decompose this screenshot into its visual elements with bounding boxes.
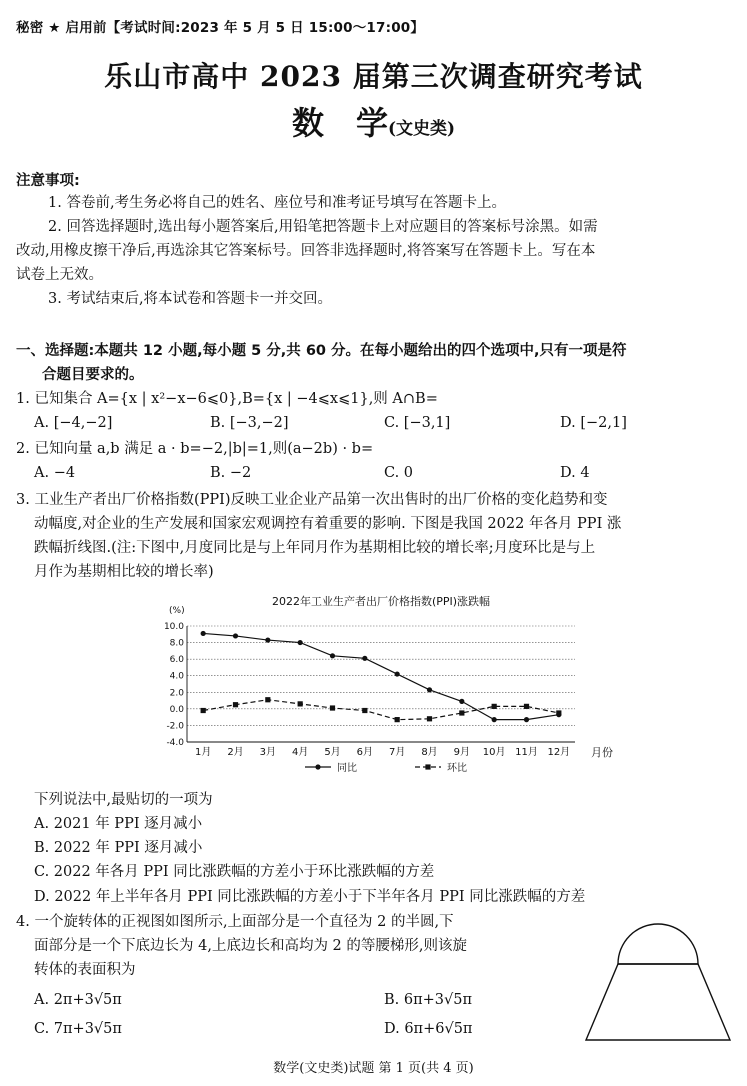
legend-marker-2 bbox=[425, 764, 430, 769]
subject-title bbox=[0, 98, 747, 144]
q3-option-d: D. 2022 年上半年各月 PPI 同比涨跌幅的方差小于下半年各月 PPI 同比涨跌幅的方差 bbox=[34, 889, 586, 905]
series-2-point bbox=[298, 701, 303, 706]
x-tick-label: 2月 bbox=[227, 747, 244, 758]
y-tick-label: -4.0 bbox=[166, 738, 184, 748]
semicircle-top bbox=[618, 924, 698, 964]
series-2-point bbox=[201, 708, 206, 713]
q2-option-c: C. 0 bbox=[384, 465, 414, 481]
series-2-point bbox=[362, 708, 367, 713]
x-tick-label: 11月 bbox=[515, 747, 538, 758]
y-tick-label: -2.0 bbox=[166, 721, 184, 732]
q2-stem: 2. 已知向量 a,b 满足 a · b=−2,|b|=1,则(a−2b) · b= bbox=[16, 441, 374, 457]
subject-suffix: (文史类) bbox=[387, 119, 456, 139]
q4-option-b: B. 6π+3√5π bbox=[384, 992, 472, 1008]
q2-option-a: A. −4 bbox=[34, 465, 76, 481]
note-item-1: 1. 答卷前,考生务必将自己的姓名、座位号和准考证号填写在答题卡上。 bbox=[48, 195, 507, 211]
series-1-point bbox=[298, 640, 303, 645]
series-1-point bbox=[201, 631, 206, 636]
q2-option-d: D. 4 bbox=[560, 465, 590, 481]
series-1-point bbox=[362, 656, 367, 661]
legend-label-1: 同比 bbox=[337, 763, 357, 774]
subject-name: 数 学 bbox=[291, 104, 388, 142]
y-tick-label: 2.0 bbox=[169, 688, 184, 699]
note-item-3: 3. 考试结束后,将本试卷和答题卡一并交回。 bbox=[48, 291, 333, 307]
series-2-point bbox=[395, 717, 400, 722]
x-tick-label: 7月 bbox=[388, 747, 406, 758]
x-tick-label: 5月 bbox=[324, 747, 341, 758]
series-line-2 bbox=[203, 700, 559, 720]
note-item-2-line-1: 2. 回答选择题时,选出每小题答案后,用铅笔把答题卡上对应题目的答案标号涂黑。如需 bbox=[48, 219, 598, 235]
q1-option-d: D. [−2,1] bbox=[560, 415, 627, 431]
page-footer: 数学(文史类)试题 第 1 页(共 4 页) bbox=[273, 1061, 474, 1076]
series-2-point bbox=[233, 702, 238, 707]
series-1-point bbox=[395, 671, 400, 676]
series-1-point bbox=[524, 717, 529, 722]
series-2-point bbox=[265, 697, 270, 702]
x-tick-label: 3月 bbox=[259, 747, 277, 758]
ppi-line-chart bbox=[155, 588, 615, 784]
x-tick-label: 12月 bbox=[547, 747, 571, 758]
q4-option-c: C. 7π+3√5π bbox=[34, 1021, 122, 1037]
series-1-point bbox=[427, 687, 432, 692]
q3-line-4: 月作为基期相比较的增长率) bbox=[34, 564, 214, 580]
y-tick-label: 8.0 bbox=[169, 638, 184, 649]
series-2-point bbox=[556, 710, 561, 715]
legend-label-2: 环比 bbox=[447, 763, 467, 774]
notes-heading: 注意事项: bbox=[16, 173, 80, 189]
q1-option-b: B. [−3,−2] bbox=[210, 415, 289, 431]
x-tick-label: 8月 bbox=[421, 747, 438, 758]
q3-option-c: C. 2022 年各月 PPI 同比涨跌幅的方差小于环比涨跌幅的方差 bbox=[34, 864, 435, 880]
note-item-2-line-2: 改动,用橡皮擦干净后,再选涂其它答案标号。回答非选择题时,将答案写在答题卡上。写在本 bbox=[16, 243, 596, 259]
q3-option-b: B. 2022 年 PPI 逐月减小 bbox=[34, 840, 203, 856]
section-heading-cont: 合题目要求的。 bbox=[42, 367, 144, 383]
y-tick-label: 0.0 bbox=[169, 704, 184, 715]
series-2-point bbox=[524, 704, 529, 709]
chart-y-unit: (%) bbox=[169, 606, 185, 616]
q4-front-view-figure bbox=[578, 906, 738, 1046]
exam-header: 秘密 ★ 启用前【考试时间:2023 年 5 月 5 日 15:00～17:00】 bbox=[16, 20, 425, 36]
exam-title: 乐山市高中 2023 届第三次调查研究考试 bbox=[104, 60, 643, 93]
series-1-point bbox=[233, 633, 238, 638]
x-tick-label: 6月 bbox=[356, 747, 374, 758]
series-2-point bbox=[330, 705, 335, 710]
series-2-point bbox=[427, 716, 432, 721]
q1-option-a: A. [−4,−2] bbox=[34, 415, 113, 431]
section-heading: 一、选择题:本题共 12 小题,每小题 5 分,共 60 分。在每小题给出的四个选项中,只有一项是符 bbox=[16, 343, 627, 359]
q4-line-1: 4. 一个旋转体的正视图如图所示,上面部分是一个直径为 2 的半圆,下 bbox=[16, 914, 454, 930]
q3-line-3: 跌幅折线图.(注:下图中,月度同比是与上年同月作为基期相比较的增长率;月度环比是与上 bbox=[34, 540, 596, 556]
q3-line-2: 动幅度,对企业的生产发展和国家宏观调控有着重要的影响. 下图是我国 2022 年各月 PPI 涨 bbox=[34, 516, 622, 532]
y-tick-label: 6.0 bbox=[169, 655, 184, 666]
q4-option-d: D. 6π+6√5π bbox=[384, 1021, 473, 1037]
x-tick-label: 1月 bbox=[194, 747, 212, 758]
q1-option-c: C. [−3,1] bbox=[384, 415, 451, 431]
q3-option-a: A. 2021 年 PPI 逐月减小 bbox=[34, 816, 203, 832]
y-tick-label: 4.0 bbox=[169, 671, 184, 682]
q2-option-b: B. −2 bbox=[210, 465, 252, 481]
q1-stem: 1. 已知集合 A={x | x²−x−6⩽0},B={x | −4⩽x⩽1},则 A∩B= bbox=[16, 391, 438, 407]
series-2-point bbox=[492, 704, 497, 709]
series-1-point bbox=[330, 653, 335, 658]
series-1-point bbox=[492, 717, 497, 722]
chart-title: 2022年工业生产者出厂价格指数(PPI)涨跌幅 bbox=[271, 595, 491, 608]
x-tick-label: 9月 bbox=[453, 747, 471, 758]
note-item-2-line-3: 试卷上无效。 bbox=[16, 267, 103, 283]
q3-prompt: 下列说法中,最贴切的一项为 bbox=[34, 792, 213, 808]
q4-option-a: A. 2π+3√5π bbox=[34, 992, 122, 1008]
q4-line-2: 面部分是一个下底边长为 4,上底边长和高均为 2 的等腰梯形,则该旋 bbox=[34, 938, 467, 954]
series-1-point bbox=[265, 637, 270, 642]
series-2-point bbox=[459, 710, 464, 715]
chart-x-label: 月份 bbox=[591, 746, 613, 759]
q3-line-1: 3. 工业生产者出厂价格指数(PPI)反映工业企业产品第一次出售时的出厂价格的变化趋势和变 bbox=[16, 492, 608, 508]
y-tick-label: 10.0 bbox=[163, 622, 184, 632]
x-tick-label: 10月 bbox=[482, 747, 506, 758]
q4-line-3: 转体的表面积为 bbox=[34, 962, 136, 978]
x-tick-label: 4月 bbox=[291, 747, 309, 758]
series-1-point bbox=[459, 699, 464, 704]
isosceles-trapezoid bbox=[586, 964, 730, 1040]
legend-marker-1 bbox=[315, 764, 320, 769]
